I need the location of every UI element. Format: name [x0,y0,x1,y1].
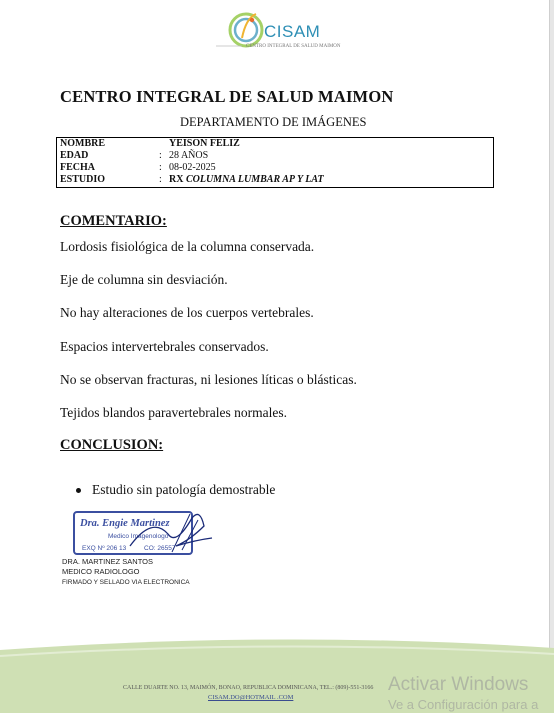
patient-info-box [56,137,494,188]
activation-watermark-subtitle: Ve a Configuración para a [388,697,539,712]
comentario-heading: COMENTARIO: [60,213,167,229]
edad-label: EDAD [60,150,89,161]
department-title: DEPARTAMENTO DE IMÁGENES [180,115,367,129]
nombre-value: YEISON FELIZ [169,138,240,149]
edad-row [60,150,209,161]
fecha-value: 08-02-2025 [169,162,216,173]
stamp-title: Medico Imagenologo [108,533,169,540]
nombre-label: NOMBRE [60,138,105,149]
comentario-line: No se observan fracturas, ni lesiones líticas o blásticas. [60,372,357,387]
logo-text: CISAM [264,22,321,41]
estudio-colon: : [159,174,162,185]
comentario-line: Tejidos blandos paravertebrales normales. [60,405,287,420]
stamp-code: CO: 26557 [144,545,176,552]
conclusion-heading: CONCLUSION: [60,437,164,453]
stamp-exq: EXQ Nº 206 13 [82,545,127,552]
estudio-value [169,174,324,185]
estudio-name: COLUMNA LUMBAR AP Y LAT [185,174,324,185]
estudio-label: ESTUDIO [60,174,106,185]
scrollbar[interactable] [549,0,554,713]
footer-address: CALLE DUARTE NO. 13, MAIMÓN, BONAO, REPUBLICA DOMINICANA, TEL.: (809)-551-3166 [123,685,374,691]
conclusion-text: Estudio sin patología demostrable [92,482,276,497]
edad-value: 28 AÑOS [169,150,209,161]
nombre-row [60,138,240,149]
fecha-colon: : [159,162,162,173]
comentario-line: Espacios intervertebrales conservados. [60,339,269,354]
signature-stamp [72,506,218,558]
comentario-line: Eje de columna sin desviación. [60,272,228,287]
bullet-icon [76,488,81,493]
estudio-prefix: RX [169,174,184,185]
fecha-row [60,162,216,173]
comentario-line: No hay alteraciones de los cuerpos vertebrales. [60,305,314,320]
fecha-label: FECHA [60,162,95,173]
clinic-title: CENTRO INTEGRAL DE SALUD MAIMON [60,87,394,106]
edad-colon: : [159,150,162,161]
signature-note: FIRMADO Y SELLADO VIA ELECTRONICA [62,579,190,586]
estudio-row [60,174,324,185]
doctor-role: MEDICO RADIOLOGO [62,567,140,576]
doctor-name: DRA. MARTINEZ SANTOS [62,557,153,566]
logo-subtitle: CENTRO INTEGRAL DE SALUD MAIMON [246,44,341,49]
activation-watermark-title: Activar Windows [388,674,529,695]
comentario-line: Lordosis fisiológica de la columna conservada. [60,239,315,254]
footer-email[interactable]: CISAM.DO@HOTMAIL .COM [208,694,294,701]
stamp-name: Dra. Engie Martinez [80,518,170,529]
